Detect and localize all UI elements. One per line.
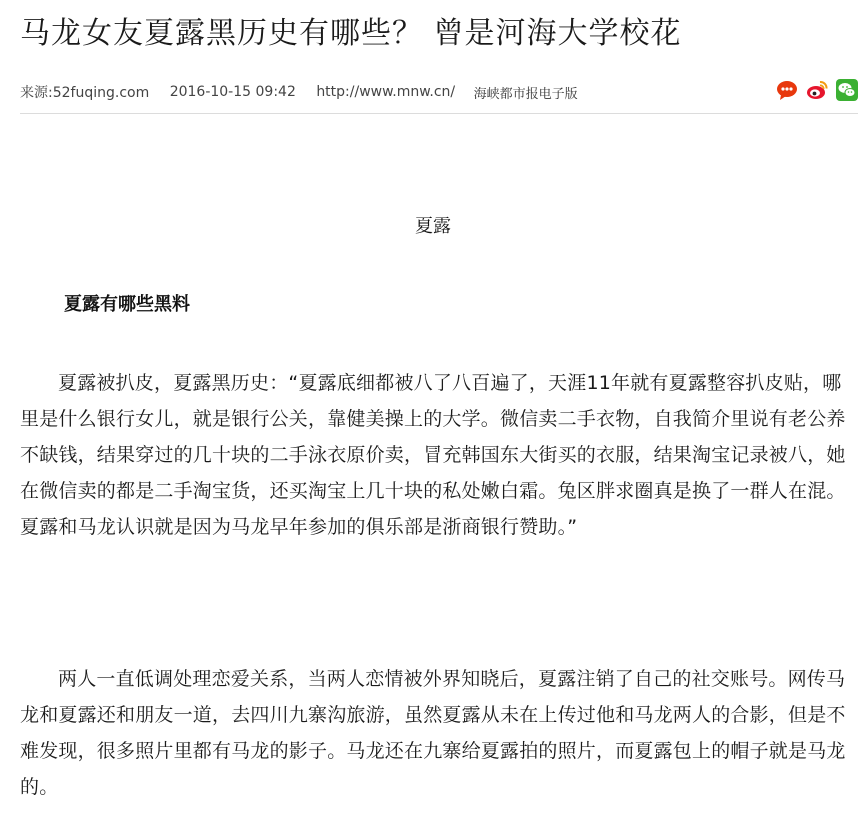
weibo-icon[interactable] xyxy=(806,79,828,101)
meta-source: 来源:52fuqing.com xyxy=(20,85,150,101)
article-paragraph: 夏露被扒皮，夏露黑历史：“夏露底细都被八了八百遍了，天涯11年就有夏露整容扒皮贴，哪里是什么银行女儿，就是银行公关，靠健美操上的大学。微信卖二手衣物，自我简介里说有老公养不缺钱，结果穿过的几十块的二手泳衣原价卖，冒充韩国东大街买的衣服，结果淘宝记录被八，她在微信卖的都是二手淘宝货，还买淘宝上几十块的私处嫩白霜。兔区胖求圈真是换了一群人在混。夏露和马龙认识就是因为马龙早年参加的俱乐部是浙商银行赞助。” xyxy=(20,372,846,538)
share-bar xyxy=(776,79,858,101)
article-title: 马龙女友夏露黑历史有哪些？ 曾是河海大学校花 xyxy=(20,16,682,51)
image-caption: 夏露 xyxy=(415,216,451,237)
section-heading: 夏露有哪些黑料 xyxy=(64,294,190,315)
comment-bubble-icon[interactable] xyxy=(776,79,798,101)
article-paragraph: 两人一直低调处理恋爱关系，当两人恋情被外界知晓后，夏露注销了自己的社交账号。网传马龙和夏露还和朋友一道，去四川九寨沟旅游，虽然夏露从未在上传过他和马龙两人的合影，但是不难发现，很多照片里都有马龙的影子。马龙还在九寨给夏露拍的照片，而夏露包上的帽子就是马龙的。 xyxy=(20,668,846,798)
meta-divider xyxy=(20,113,858,114)
meta-paper-link[interactable]: 海峡都市报电子版 xyxy=(473,86,578,102)
meta-date: 2016-10-15 09:42 xyxy=(169,84,296,100)
wechat-icon[interactable] xyxy=(836,79,858,101)
meta-url-link[interactable]: http://www.mnw.cn/ xyxy=(316,84,456,100)
article-meta xyxy=(20,82,858,104)
